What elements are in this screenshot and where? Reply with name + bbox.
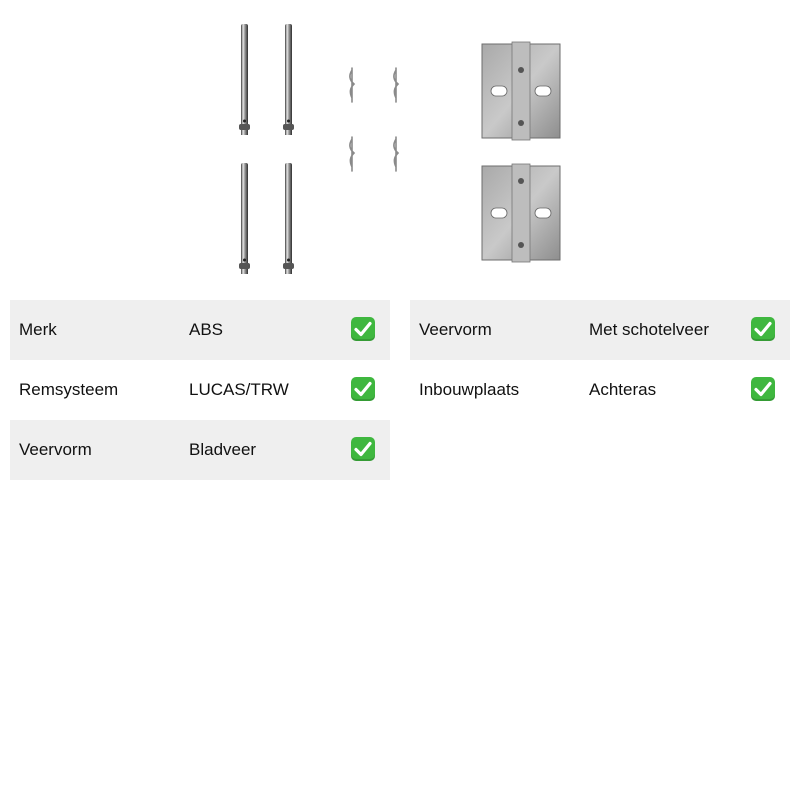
- spec-label: Remsysteem: [19, 380, 119, 399]
- spec-row: [10, 420, 390, 480]
- guide-pin: [283, 24, 294, 135]
- brake-accessory-kit-illustration: [0, 0, 800, 290]
- guide-pin: [239, 163, 250, 274]
- check-icon: [351, 377, 375, 401]
- anti-rattle-spring: [482, 42, 560, 140]
- product-image: [0, 0, 800, 290]
- r-clip: [350, 68, 354, 102]
- guide-pin: [239, 24, 250, 135]
- check-icon: [751, 317, 775, 341]
- r-clip: [394, 137, 398, 171]
- spec-value: Bladveer: [189, 440, 257, 459]
- spec-value: ABS: [189, 320, 224, 339]
- spec-row: [410, 300, 790, 360]
- anti-rattle-spring: [482, 164, 560, 262]
- check-icon: [751, 377, 775, 401]
- spec-label: Veervorm: [419, 320, 492, 339]
- spec-table-left: [10, 300, 390, 480]
- guide-pin: [283, 163, 294, 274]
- spec-value: Achteras: [589, 380, 657, 399]
- r-clip: [394, 68, 398, 102]
- check-icon: [351, 317, 375, 341]
- spec-value: Met schotelveer: [589, 320, 709, 339]
- spec-value: LUCAS/TRW: [189, 380, 289, 399]
- spec-label: Inbouwplaats: [419, 380, 520, 399]
- spec-table-right: [410, 300, 790, 420]
- check-icon: [351, 437, 375, 461]
- spec-row: [10, 360, 390, 420]
- spec-label: Veervorm: [19, 440, 92, 459]
- r-clip: [350, 137, 354, 171]
- spec-label: Merk: [19, 320, 57, 339]
- spec-row: [410, 360, 790, 420]
- spec-row: [10, 300, 390, 360]
